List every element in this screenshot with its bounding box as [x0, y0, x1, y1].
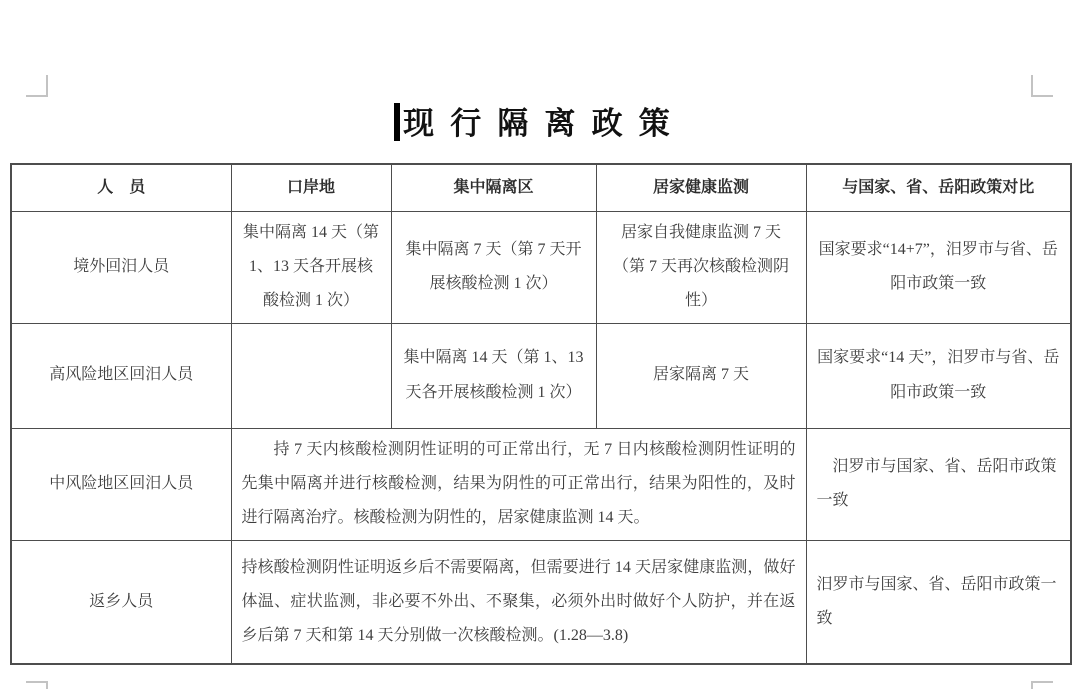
margin-crop-mark-top-left: [26, 75, 48, 97]
header-home-monitoring[interactable]: 居家健康监测: [596, 164, 806, 211]
cell-compare-overseas[interactable]: 国家要求“14+7”，汨罗市与省、岳阳市政策一致: [806, 211, 1071, 323]
table-row: [11, 211, 1071, 323]
cell-port-high-risk[interactable]: [231, 323, 391, 428]
table-header-row: [11, 164, 1071, 211]
cell-compare-high-risk[interactable]: 国家要求“14 天”，汨罗市与省、岳阳市政策一致: [806, 323, 1071, 428]
text-cursor: [394, 103, 400, 141]
margin-crop-mark-top-right: [1031, 75, 1053, 97]
cell-person-high-risk[interactable]: 高风险地区回汨人员: [11, 323, 231, 428]
cell-home-overseas[interactable]: 居家自我健康监测 7 天（第 7 天再次核酸检测阴性）: [596, 211, 806, 323]
header-port[interactable]: 口岸地: [231, 164, 391, 211]
margin-crop-mark-bottom-left: [26, 681, 48, 689]
cell-policy-medium-risk[interactable]: 持 7 天内核酸检测阴性证明的可正常出行，无 7 日内核酸检测阴性证明的先集中隔离并进行核酸检测，结果为阴性的可正常出行，结果为阳性的，及时进行隔离治疗。核酸检测为阴性的，居家健康监测 14 天。: [231, 428, 806, 540]
header-policy-comparison[interactable]: 与国家、省、岳阳政策对比: [806, 164, 1071, 211]
cell-person-overseas[interactable]: 境外回汨人员: [11, 211, 231, 323]
header-central-quarantine[interactable]: 集中隔离区: [391, 164, 596, 211]
cell-central-high-risk[interactable]: 集中隔离 14 天（第 1、13 天各开展核酸检测 1 次）: [391, 323, 596, 428]
table-row: [11, 428, 1071, 540]
cell-central-overseas[interactable]: 集中隔离 7 天（第 7 天开展核酸检测 1 次）: [391, 211, 596, 323]
cell-port-overseas[interactable]: 集中隔离 14 天（第1、13 天各开展核酸检测 1 次）: [231, 211, 391, 323]
quarantine-policy-table: [10, 163, 1072, 665]
cell-person-medium-risk[interactable]: 中风险地区回汨人员: [11, 428, 231, 540]
cell-person-returning[interactable]: 返乡人员: [11, 540, 231, 664]
header-person[interactable]: 人 员: [11, 164, 231, 211]
cell-home-high-risk[interactable]: 居家隔离 7 天: [596, 323, 806, 428]
margin-crop-mark-bottom-right: [1031, 681, 1053, 689]
title-line[interactable]: [0, 98, 1080, 143]
cell-policy-returning[interactable]: 持核酸检测阴性证明返乡后不需要隔离，但需要进行 14 天居家健康监测，做好体温、症状监测，非必要不外出、不聚集，必须外出时做好个人防护，并在返乡后第 7 天和第 14 天分别做一次核酸检测。(1.28—3.8): [231, 540, 806, 664]
table-row: [11, 540, 1071, 664]
cell-compare-returning[interactable]: 汨罗市与国家、省、岳阳市政策一致: [806, 540, 1071, 664]
table-row: [11, 323, 1071, 428]
page-title: 现行隔离政策: [403, 106, 686, 141]
cell-compare-medium-risk[interactable]: 汨罗市与国家、省、岳阳市政策一致: [806, 428, 1071, 540]
